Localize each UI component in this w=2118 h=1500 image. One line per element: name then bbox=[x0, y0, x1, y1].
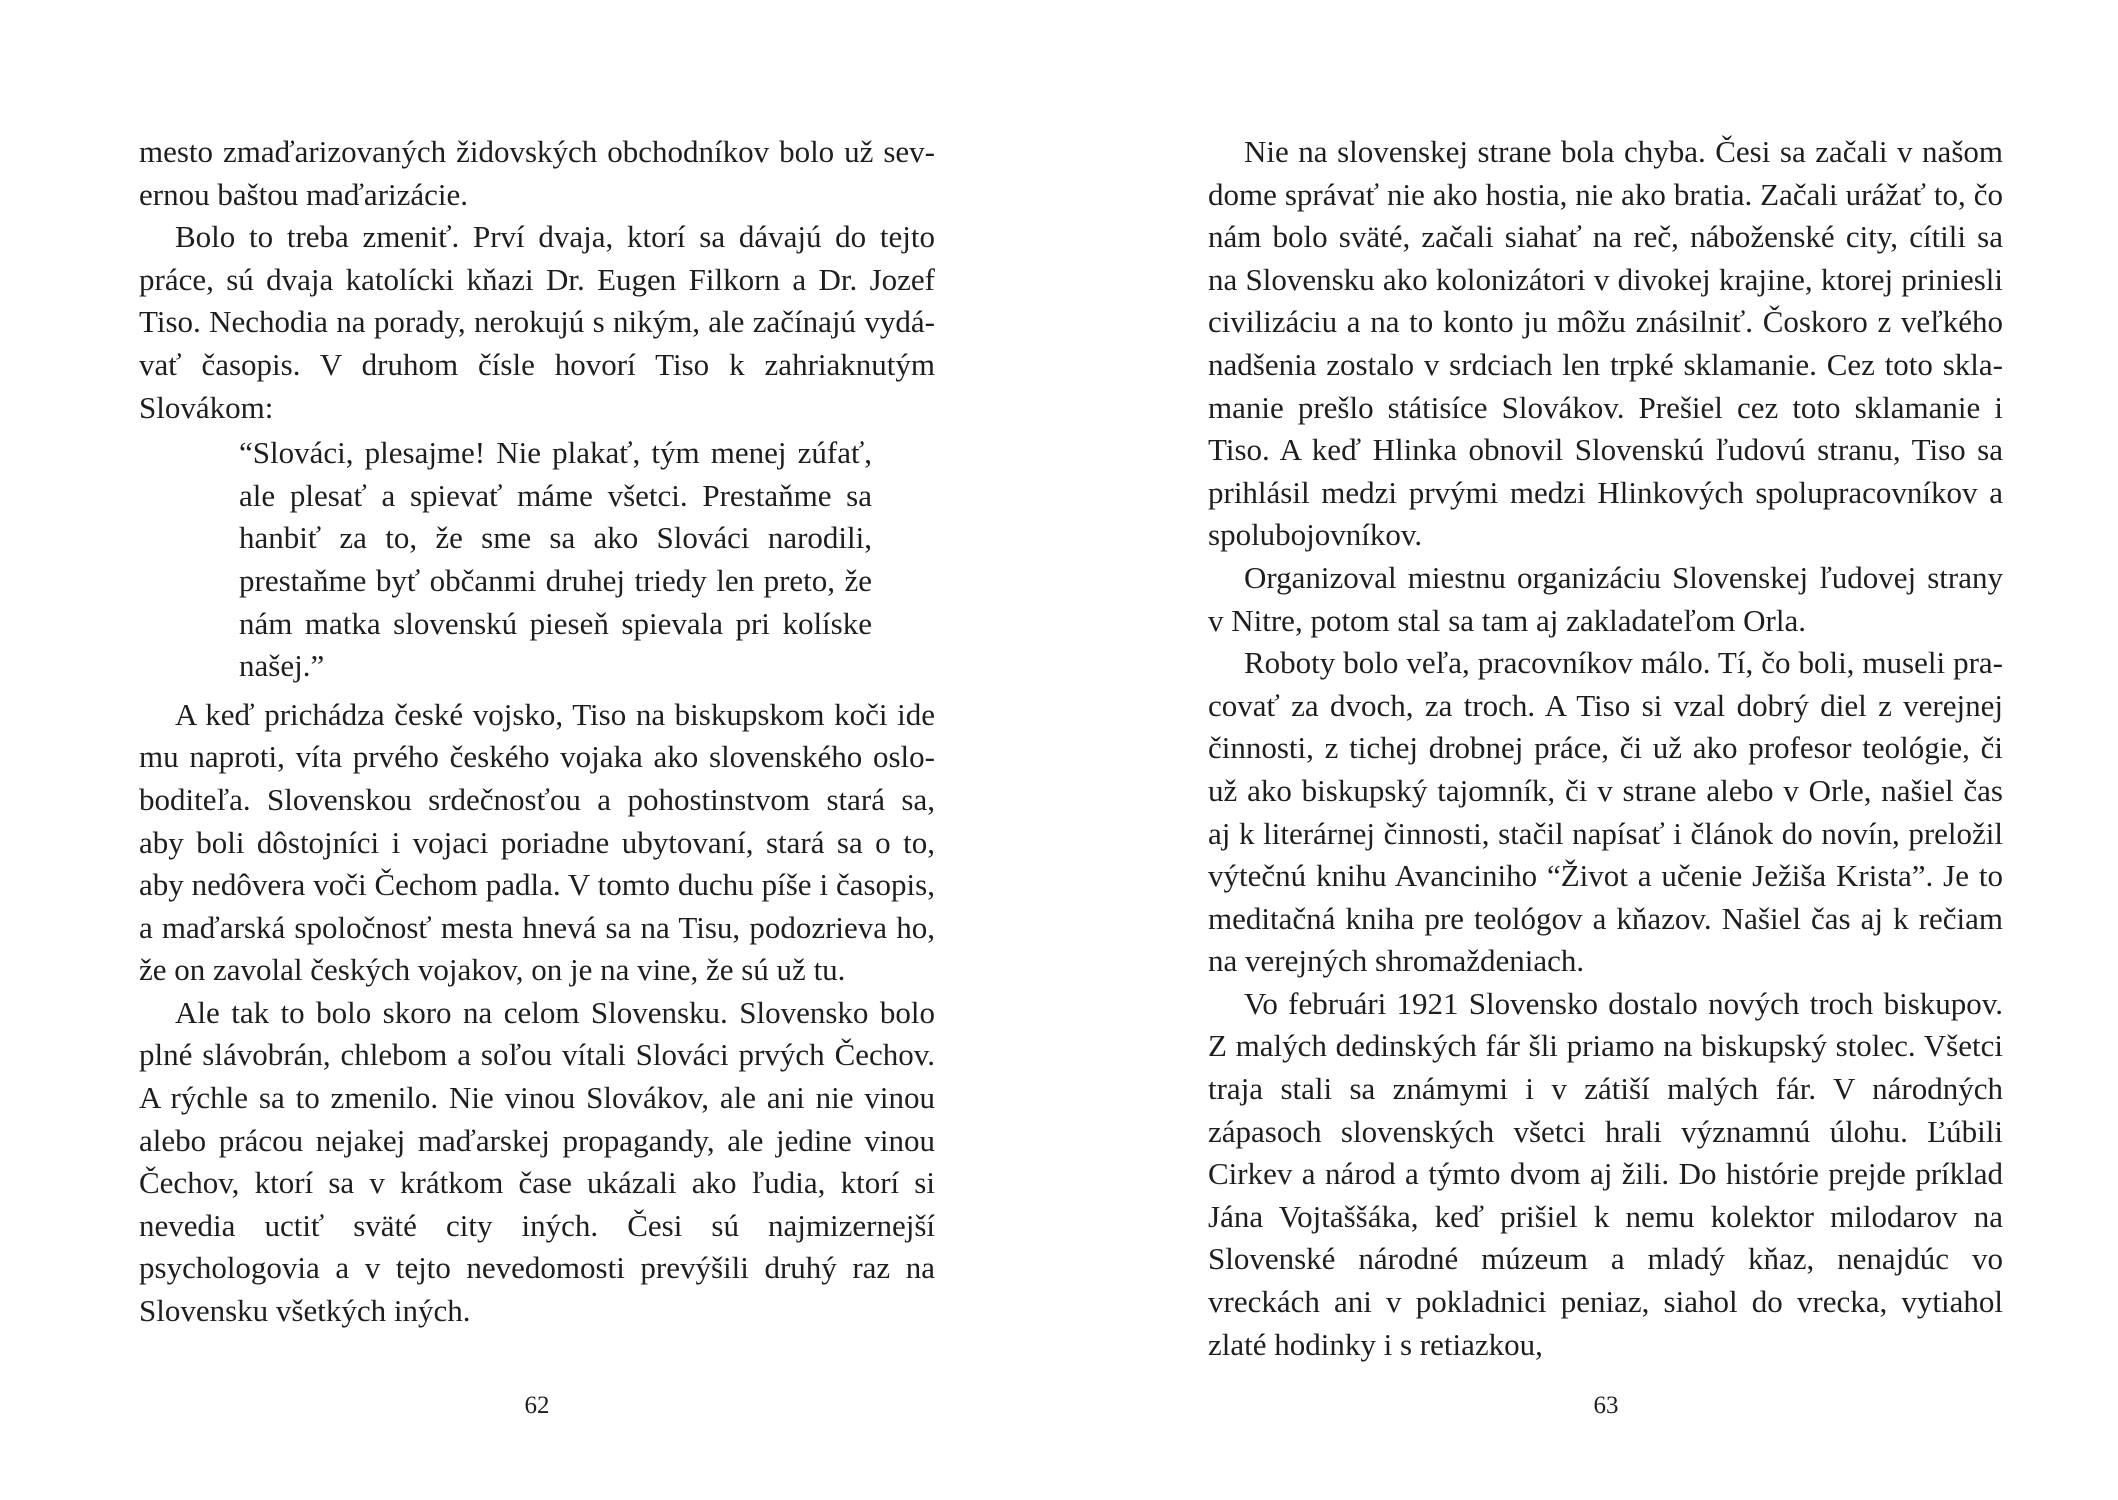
paragraph: Nie na slovenskej strane bola chyba. Česi sa začali v našom dome správať nie ako hostia, nie ako bratia. Začali urážať to, čo nám bolo sväté, začali siahať na reč, náboženské city, cítili sa na Slovensku ako kolonizátori v divokej krajine, ktorej priniesli civilizáciu a na to konto ju môžu znásilniť. Čoskoro z veľkého nadšenia zostalo v srdciach len trpké sklamanie. Cez toto sklamanie prešlo státisíce Slovákov. Prešiel cez toto sklamanie i Tiso. A keď Hlinka obnovil Slovenskú ľudovú stranu, Tiso sa prihlásil medzi prvými medzi Hlinkových spolupracovníkov a spolubojovníkov. bbox=[1208, 134, 2003, 553]
right-page-text bbox=[1208, 131, 2003, 1366]
paragraph: Organizoval miestnu organizáciu Slovenskej ľudovej strany v Nitre, potom stal sa tam aj zakladateľom Orla. bbox=[1208, 559, 2003, 638]
left-page-text bbox=[139, 131, 935, 1333]
block-quote: “Slováci, plesajme! Nie plakať, tým menej zúfať, ale plesať a spievať máme všetci. Prestaňme sa hanbiť za to, že sme sa ako Slováci narodili, prestaňme byť občanmi druhej triedy len preto, že nám matka slovenskú pieseň spievala pri kolíske našej.” bbox=[239, 435, 872, 684]
right-page bbox=[1059, 0, 2118, 1500]
page-number: 63 bbox=[1593, 1392, 1619, 1419]
paragraph: A keď prichádza české vojsko, Tiso na biskupskom koči ide mu naproti, víta prvého českého vojaka ako slovenského osloboditeľa. Slovenskou srdečnosťou a pohostinstvom stará sa, aby boli dôstojníci i vojaci poriadne ubytovaní, stará sa o to, aby nedôvera voči Čechom padla. V tomto duchu píše i časopis, a maďarská spoločnosť mesta hnevá sa na Tisu, podozrieva ho, že on zavolal českých vojakov, on je na vine, že sú už tu. bbox=[139, 696, 935, 988]
paragraph: Bolo to treba zmeniť. Prví dvaja, ktorí sa dávajú do tejto práce, sú dvaja katolícki kňazi Dr. Eugen Filkorn a Dr. Jozef Tiso. Nechodia na porady, nerokujú s nikým, ale začínajú vydávať časopis. V druhom čísle hovorí Tiso k zahriaknutým Slovákom: bbox=[139, 219, 935, 425]
page-number: 62 bbox=[524, 1392, 550, 1419]
paragraph: mesto zmaďarizovaných židovských obchodníkov bolo už severnou baštou maďarizácie. bbox=[139, 134, 935, 212]
paragraph: Ale tak to bolo skoro na celom Slovensku. Slovensko bolo plné slávobrán, chlebom a soľou vítali Slováci prvých Čechov. A rýchle sa to zmenilo. Nie vinou Slovákov, ale ani nie vinou alebo prácou nejakej maďarskej propagandy, ale jedine vinou Čechov, ktorí sa v krátkom čase ukázali ako ľudia, ktorí si nevedia uctiť sväté city iných. Česi sú najmizernejší psychologovia a v tejto nevedomosti prevýšili druhý raz na Slovensku všetkých iných. bbox=[139, 994, 935, 1329]
paragraph: Roboty bolo veľa, pracovníkov málo. Tí, čo boli, museli pracovať za dvoch, za troch. A Tiso si vzal dobrý diel z verejnej činnosti, z tichej drobnej práce, či už ako profesor teológie, či už ako biskupský tajomník, či v strane alebo v Orle, našiel čas aj k literárnej činnosti, stačil napísať i článok do novín, preložil výtečnú knihu Avanciniho “Život a učenie Ježiša Krista”. Je to meditačná kniha pre teológov a kňazov. Našiel čas aj k rečiam na verejných shromaždeniach. bbox=[1208, 645, 2003, 979]
paragraph: Vo februári 1921 Slovensko dostalo nových troch biskupov. Z malých dedinských fár šli priamo na biskupský stolec. Všetci traja stali sa známymi i v zátiší malých fár. V národných zápasoch slovenských všetci hrali významnú úlohu. Ľúbili Cirkev a národ a týmto dvom aj žili. Do histórie prejde príklad Jána Vojtaššáka, keď prišiel k nemu kolektor milodarov na Slovenské národné múzeum a mladý kňaz, nenajdúc vo vreckách ani v pokladnici peniaz, siahol do vrecka, vytiahol zlaté hodinky i s retiazkou, bbox=[1208, 985, 2003, 1362]
